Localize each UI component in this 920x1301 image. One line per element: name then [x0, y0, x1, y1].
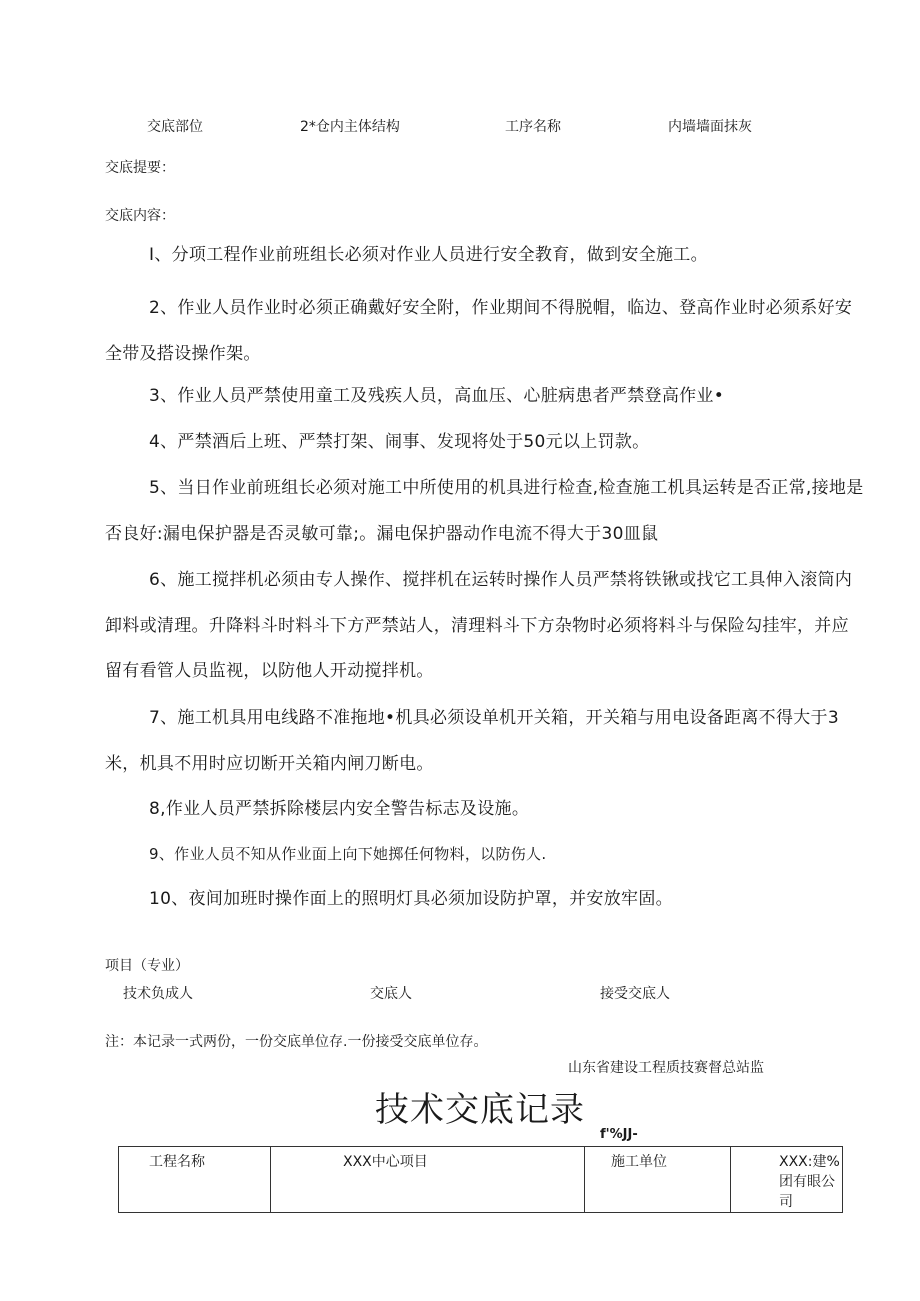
tech-lead-label: 技术负成人 [123, 986, 193, 1002]
content-item-10: 10、夜间加班时操作面上的照明灯具必须加设防护罩，并安放牢固。 [149, 889, 673, 909]
record-note: 注：本记录一式两份，一份交底单位存.一份接受交底单位存。 [105, 1034, 488, 1050]
content-item-9: 9、作业人员不知从作业面上向下她掷任何物料，以防伤人. [149, 845, 547, 863]
unit-label: 施工单位 [585, 1147, 731, 1213]
content-item-5: 5、当日作业前班组长必须对施工中所使用的机具进行检查,检查施工机具运转是否正常,接地是否良好:漏电保护器是否灵敏可靠;。漏电保护器动作电流不得大于30皿鼠 [105, 478, 864, 544]
issuer-name: 山东省建设工程质技赛督总站监 [568, 1060, 764, 1076]
content-item-3: 3、作业人员严禁使用童工及残疾人员，高血压、心脏病患者严禁登高作业• [149, 386, 725, 406]
content-item-6: 6、施工搅拌机必须由专人操作、搅拌机在运转时操作人员严禁将铁锹或找它工具伸入滚筒内卸料或清理。升降料斗时料斗下方严禁站人，清理料斗下方杂物时必须将料斗与保险勾挂牢，并应留有看管人员监视，以防他人开动搅拌机。 [105, 570, 853, 681]
content-label: 交底内容： [105, 208, 175, 224]
info-table [118, 1146, 843, 1213]
record-code: f'%JJ- [600, 1127, 638, 1142]
project-specialty-label: 项目（专业） [105, 958, 189, 974]
project-name-value: XXX中心项目 [271, 1147, 585, 1213]
content-item-7: 7、施工机具用电线路不准拖地•机具必须设单机开关箱，开关箱与用电设备距离不得大于3米，机具不用时应切断开关箱内闸刀断电。 [105, 708, 839, 774]
location-label: 交底部位 [147, 119, 203, 135]
unit-value: XXX:建%团有眼公司 [731, 1147, 843, 1213]
receiver-label: 接受交底人 [600, 986, 670, 1002]
content-item-4: 4、严禁酒后上班、严禁打架、闹事、发现将处于50元以上罚款。 [149, 432, 650, 452]
project-name-label: 工程名称 [119, 1147, 271, 1213]
summary-label: 交底提要： [105, 160, 175, 176]
discloser-label: 交底人 [370, 986, 412, 1002]
content-item-2: 2、作业人员作业时必须正确戴好安全附，作业期间不得脱帽，临边、登高作业时必须系好安全带及搭设操作架。 [105, 298, 853, 364]
content-item-1: I、分项工程作业前班组长必须对作业人员进行安全教育，做到安全施工。 [149, 245, 708, 265]
location-value: 2*仓内主体结构 [300, 119, 400, 135]
content-item-8: 8,作业人员严禁拆除楼层内安全警告标志及设施。 [149, 799, 530, 819]
process-value: 内墙墙面抹灰 [668, 119, 752, 135]
process-label: 工序名称 [505, 119, 561, 135]
document-title: 技术交底记录 [375, 1090, 585, 1130]
